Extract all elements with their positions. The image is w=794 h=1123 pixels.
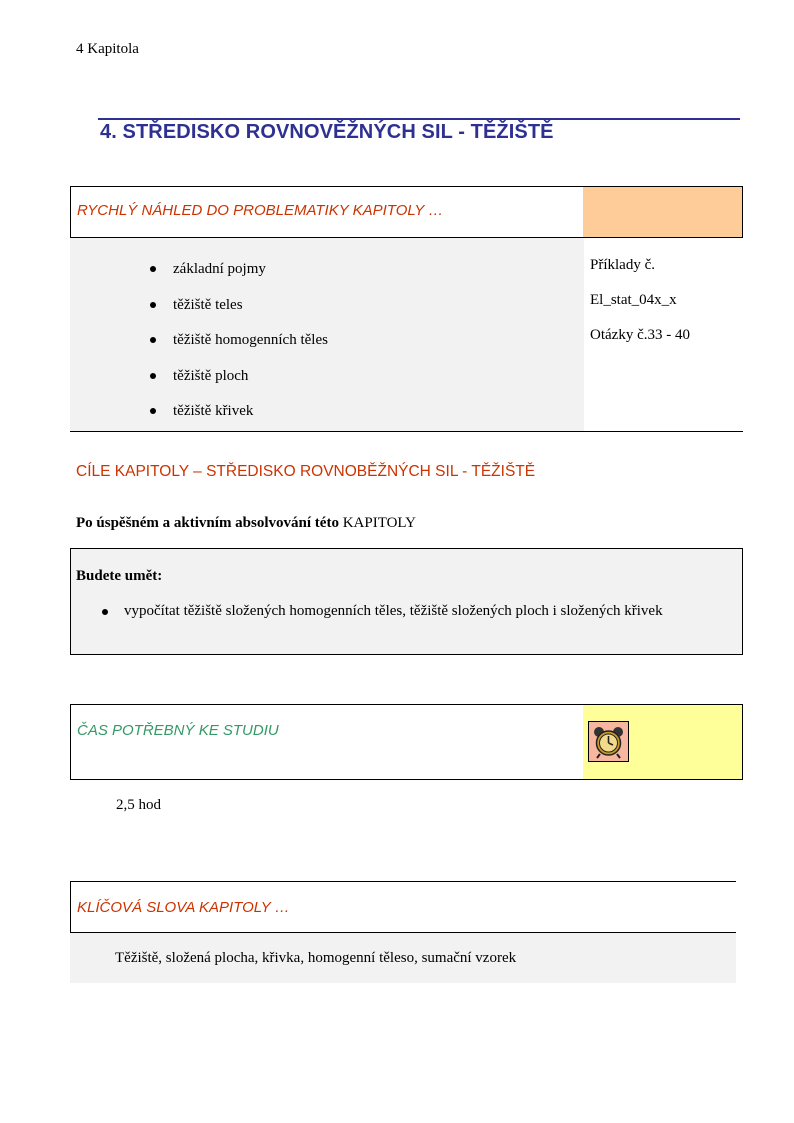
alarm-clock-icon [588, 721, 629, 762]
preview-side-notes [590, 248, 690, 353]
bullet-icon [150, 408, 156, 414]
study-time-value: 2,5 hod [116, 797, 161, 813]
bullet-icon [150, 266, 156, 272]
goals-heading: CÍLE KAPITOLY – STŘEDISKO ROVNOBĚŽNÝCH SIL - TĚŽIŠTĚ [76, 463, 536, 480]
preview-heading: RYCHLÝ NÁHLED DO PROBLEMATIKY KAPITOLY … [77, 202, 444, 219]
preview-list [148, 252, 328, 430]
keywords-body [70, 933, 736, 983]
list-item: těžiště homogenních těles [148, 323, 328, 359]
skills-item: vypočítat těžiště složených homogenních těles, těžiště složených ploch i složených křivek [124, 603, 663, 619]
skills-title: Budete umět: [76, 568, 163, 584]
goals-intro-bold: Po úspěšném a aktivním absolvování této [76, 515, 339, 531]
chapter-title: 4. STŘEDISKO ROVNOVĚŽNÝCH SIL - TĚŽIŠTĚ [100, 121, 554, 143]
keywords-box [70, 881, 736, 983]
study-time-heading: ČAS POTŘEBNÝ KE STUDIU [77, 722, 279, 739]
goals-intro-rest: KAPITOLY [338, 515, 416, 531]
goals-intro [76, 515, 416, 532]
preview-bottom-rule [70, 431, 743, 432]
examples-note: Příklady č. [590, 257, 655, 273]
keywords-header [70, 881, 736, 932]
title-rule [98, 118, 740, 120]
list-item: těžiště ploch [148, 359, 328, 395]
examples-file-note: El_stat_04x_x [590, 292, 677, 308]
bullet-icon [150, 302, 156, 308]
bullet-icon [150, 337, 156, 343]
preview-body [70, 238, 584, 431]
bullet-icon [102, 609, 108, 615]
list-item: základní pojmy [148, 252, 328, 288]
list-item: těžiště křivek [148, 394, 328, 430]
study-time-box [70, 704, 743, 780]
skills-box [70, 548, 743, 655]
keywords-heading: KLÍČOVÁ SLOVA KAPITOLY … [77, 899, 290, 916]
preview-box [70, 186, 743, 431]
preview-header [70, 186, 743, 238]
running-head: 4 Kapitola [76, 41, 139, 57]
preview-orange-cell [583, 187, 742, 237]
list-item: těžiště teles [148, 288, 328, 324]
bullet-icon [150, 373, 156, 379]
keywords-text: Těžiště, složená plocha, křivka, homogenní těleso, sumační vzorek [115, 950, 517, 966]
questions-note: Otázky č.33 - 40 [590, 327, 690, 343]
